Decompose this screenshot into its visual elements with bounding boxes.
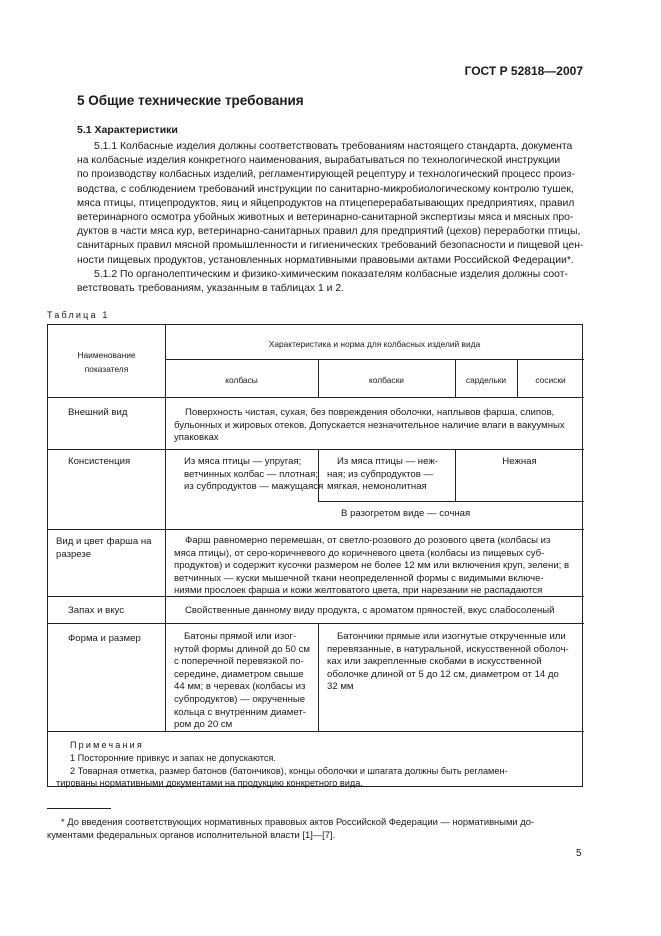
header-group: Характеристика и норма для колбасных изделий вида — [268, 339, 481, 349]
cell-line: ром до 20 см — [174, 719, 233, 731]
cell-line: мяса птицы), от серо-коричневого до коричневого цвета (колбасы из пищевых суб- — [174, 547, 545, 559]
cell-line: перевязанные, в натуральной, искусственной оболоч- — [327, 643, 569, 655]
table-caption: Таблица 1 — [47, 310, 110, 320]
cell-line: ная; из субпродуктов — — [327, 468, 434, 480]
text-line: водства, с соблюдением требований инструкции по санитарно-микробиологическому контролю тушек, — [77, 183, 574, 195]
cell-line: бульонных и жировых отеков. Допускается незначительное наличие влаги в вакуумных — [174, 419, 565, 431]
note-2: 2 Товарная отметка, размер батонов (батончиков), концы оболочки и шпагата должны быть регламен- — [70, 766, 508, 776]
cell-line: 44 мм; в черевах (колбасы из — [174, 681, 306, 693]
cell-line: Из мяса птицы — неж- — [337, 456, 438, 467]
cell-line: ветчинных колбас — плотная; — [184, 468, 318, 480]
document-id: ГОСТ Р 52818—2007 — [464, 64, 583, 78]
paragraph-5-1-2 — [77, 268, 585, 296]
cell-line: Батоны прямой или изог- — [184, 631, 297, 642]
consistency-heated: В разогретом виде — сочная — [341, 508, 471, 519]
row-name-color: Вид и цвет фарша на разрезе — [56, 536, 152, 560]
cell-line: субпродуктов) — окрученные — [174, 693, 306, 705]
row-value-color — [174, 535, 576, 598]
text-line: дуктов в части мяса кур, ветеринарно-санитарных правил для предприятий (цехов) переработки птицы, — [77, 226, 581, 238]
footnote-line: кументами федеральных органов исполнительной власти [1]—[7]. — [47, 829, 336, 840]
note-2-cont: тированы нормативными документами на продукцию конкретного вида. — [56, 778, 363, 788]
consistency-kolbaski — [327, 456, 449, 494]
footnote-divider — [47, 808, 111, 809]
text-line: санитарных правил мясной промышленности и гигиенических требований безопасности и пищевой цен- — [77, 240, 584, 252]
subsection-title: 5.1 Характеристики — [77, 124, 178, 136]
row-value-appearance — [174, 407, 576, 445]
cell-line: Из мяса птицы — упругая; — [184, 456, 302, 467]
header-kolbaski: колбаски — [369, 375, 404, 385]
cell-line: кольца с внутренним диамет- — [174, 706, 306, 718]
cell-line: нутой формы длиной до 50 см — [174, 643, 311, 655]
table-1 — [47, 324, 583, 787]
consistency-kolbasy — [174, 456, 324, 494]
cell-line: ниями прослоек фарша и кожи желтоватого цвета, при нарезании не распадаются — [174, 585, 543, 597]
cell-line: продуктов) и содержит кусочки размером не более 12 мм или включения круп, зелени; в — [174, 560, 570, 572]
shape-kolbasy — [174, 631, 312, 732]
cell-line: Фарш равномерно перемешан, от светло-розового до розового цвета (колбасы из — [185, 535, 551, 546]
shape-others — [327, 631, 577, 694]
text-line: ности пищевых продуктов, установленных нормативными правовыми актами Российской Федерации*. — [77, 254, 574, 266]
text-line: ветеринарного осмотра убойных животных и ветеринарно-санитарной экспертизы мяса и мясных про- — [77, 212, 574, 224]
cell-line: ках или закрепленные скобами в искусственной — [327, 656, 542, 668]
text-line: мяса птицы, птицепродуктов, яиц и яйцепродуктов на птицеперерабатывающих предприятиях, правил — [77, 197, 575, 209]
cell-line: с поперечной перевязкой по- — [174, 656, 304, 668]
header-sosiski: сосиски — [535, 375, 566, 385]
cell-line: Поверхность чистая, сухая, без повреждения оболочки, наплывов фарша, слипов, — [185, 407, 555, 418]
row-name-smell: Запах и вкус — [68, 605, 125, 616]
cell-line: середине, диаметром свыше — [174, 668, 304, 680]
note-1: 1 Посторонние привкус и запах не допускаются. — [70, 753, 276, 763]
cell-line: ветчинных — куски мышечной ткани неопределенной формы с видимыми включе- — [174, 572, 544, 584]
footnote — [47, 815, 583, 841]
notes-title: Примечания — [70, 740, 144, 750]
row-name-consistency: Консистенция — [68, 456, 131, 467]
row-name-appearance: Внешний вид — [68, 407, 128, 418]
cell-line: упаковках — [174, 432, 219, 444]
text-line: на колбасные изделия конкретного наименования, вырабатываться по технологической инструкции — [77, 155, 561, 167]
footnote-line: * До введения соответствующих нормативных правовых актов Российской Федерации — нормативными до- — [61, 816, 535, 827]
row-value-smell: Свойственные данному виду продукта, с ароматом пряностей, вкус слабосоленый — [185, 605, 555, 616]
text-line: ветствовать требованиям, указанным в таблицах 1 и 2. — [77, 283, 344, 295]
cell-line: Батончики прямые или изогнутые открученные или — [337, 631, 566, 642]
consistency-sardelki-sosiski: Нежная — [502, 456, 537, 467]
text-line: 5.1.1 Колбасные изделия должны соответствовать требованиям настоящего стандарта, документа — [94, 141, 573, 152]
section-title: 5 Общие технические требования — [77, 93, 304, 108]
cell-line: 32 мм — [327, 681, 354, 693]
cell-line: оболочке длиной от 5 до 12 см, диаметром от 14 до — [327, 668, 559, 680]
cell-line: мягкая, немонолитная — [327, 481, 427, 493]
header-indicator: Наименование показателя — [77, 350, 136, 374]
header-sardelki: сардельки — [465, 375, 507, 385]
text-line: по производству колбасных изделий, регламентирующей рецептуру и технологический процесс произ- — [77, 169, 575, 181]
page-number: 5 — [576, 848, 582, 859]
paragraph-5-1-1 — [77, 140, 585, 268]
header-kolbasy: колбасы — [225, 375, 258, 385]
text-line: 5.1.2 По органолептическим и физико-химическим показателям колбасные изделия должны соот- — [94, 269, 568, 280]
row-name-shape: Форма и размер — [68, 633, 141, 644]
cell-line: из субпродуктов — мажущаяся — [184, 481, 324, 493]
